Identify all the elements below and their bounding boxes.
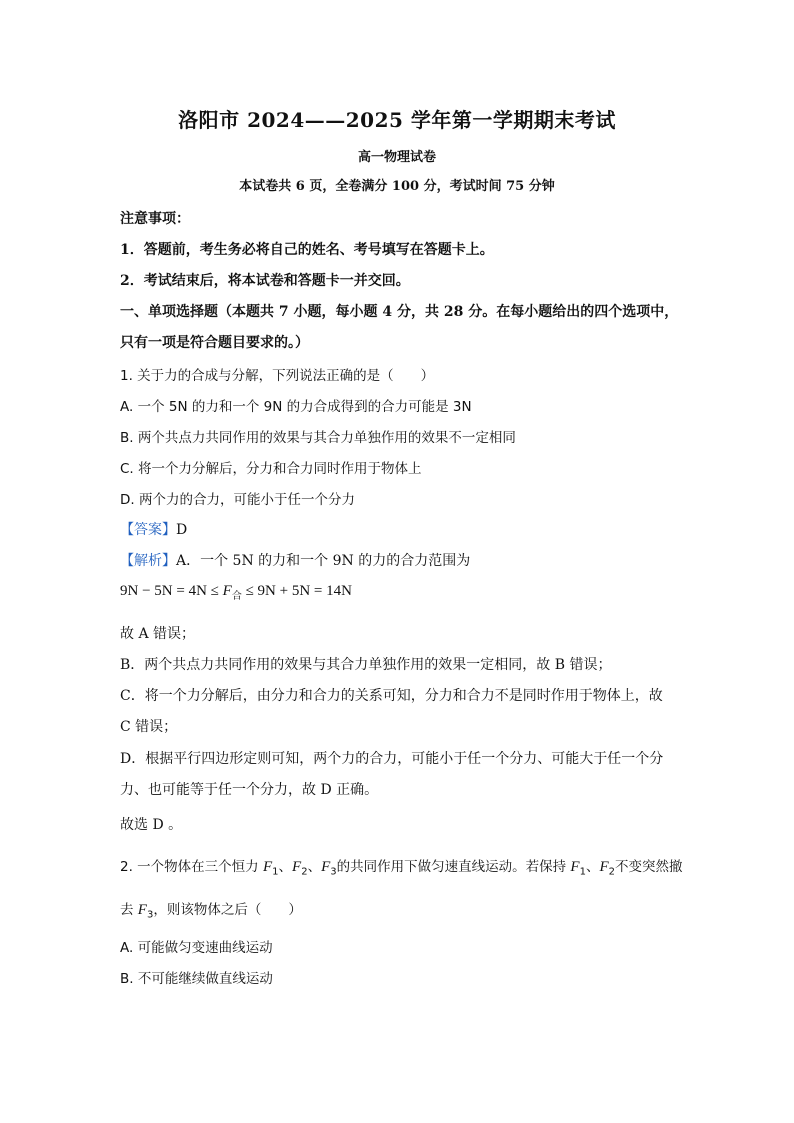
force-f1: F	[570, 859, 580, 875]
formula-f: F	[222, 583, 232, 599]
q1-analysis	[120, 550, 470, 570]
force-sub: 3	[146, 909, 154, 921]
separator: 、	[585, 859, 600, 875]
analysis-line: 故 A 错误；	[120, 626, 196, 642]
exam-info: 本试卷共 6 页，全卷满分 100 分，考试时间 75 分钟	[239, 179, 555, 194]
exam-subtitle: 高一物理试卷	[357, 150, 436, 165]
formula-right: ≤ 9N + 5N = 14N	[241, 583, 352, 599]
q2-option-b: B. 不可能继续做直线运动	[120, 971, 273, 987]
section-heading: 一、单项选择题（本题共 7 小题，每小题 4 分，共 28 分。在每小题给出的四个选项中，	[120, 304, 679, 320]
exam-title: 洛阳市 2024——2025 学年第一学期期末考试	[178, 108, 616, 132]
q1-option-d: D. 两个力的合力，可能小于任一个分力	[120, 492, 355, 508]
q2-stem-text: 2. 一个物体在三个恒力	[120, 859, 263, 875]
note-item: 2．考试结束后，将本试卷和答题卡一并交回。	[120, 273, 410, 289]
analysis-tag: 【解析】	[120, 553, 176, 569]
analysis-line: D．根据平行四边形定则可知，两个力的合力，可能小于任一个分力、可能大于任一个分	[120, 751, 664, 767]
force-sub: 1	[272, 866, 279, 878]
q1-option-a: A. 一个 5N 的力和一个 9N 的力合成得到的合力可能是 3N	[120, 399, 472, 415]
q2-stem-text: 的共同作用下做匀速直线运动。若保持	[336, 859, 571, 875]
note-item: 1．答题前，考生务必将自己的姓名、考号填写在答题卡上。	[120, 242, 494, 258]
formula-left: 9N − 5N = 4N ≤	[120, 583, 223, 599]
force-f3: F	[137, 902, 147, 918]
q1-answer	[120, 519, 187, 539]
answer-value: D	[176, 522, 188, 538]
force-sub: 1	[579, 866, 586, 878]
analysis-line: C 错误；	[120, 719, 178, 735]
analysis-line: B．两个共点力共同作用的效果与其合力单独作用的效果一定相同，故 B 错误；	[120, 657, 612, 673]
q1-stem: 1. 关于力的合成与分解，下列说法正确的是（ ）	[120, 368, 435, 384]
answer-tag: 【答案】	[120, 522, 176, 538]
analysis-text: A．一个 5N 的力和一个 9N 的力的合力范围为	[176, 553, 471, 569]
analysis-line: 故选 D 。	[120, 817, 183, 833]
q2-stem-line1	[120, 855, 683, 878]
q1-option-c: C. 将一个力分解后，分力和合力同时作用于物体上	[120, 461, 422, 477]
q1-formula	[120, 583, 352, 602]
formula-sub: 合	[231, 591, 242, 602]
q2-stem-text: ，则该物体之后（ ）	[153, 902, 302, 918]
notes-heading: 注意事项：	[120, 211, 190, 227]
force-sub: 2	[301, 866, 308, 878]
q2-stem-text: 不变突然撤	[615, 859, 683, 875]
force-sub: 3	[330, 866, 337, 878]
analysis-line: C．将一个力分解后，由分力和合力的关系可知，分力和合力不是同时作用于物体上，故	[120, 688, 663, 704]
q2-option-a: A. 可能做匀变速曲线运动	[120, 940, 273, 956]
q2-stem-text: 去	[120, 902, 138, 918]
q1-option-b: B. 两个共点力共同作用的效果与其合力单独作用的效果不一定相同	[120, 430, 516, 446]
force-f2: F	[599, 859, 609, 875]
force-sub: 2	[608, 866, 615, 878]
force-f3: F	[321, 859, 331, 875]
separator: 、	[278, 859, 293, 875]
section-heading-cont: 只有一项是符合题目要求的。）	[120, 335, 309, 351]
analysis-line: 力、也可能等于任一个分力，故 D 正确。	[120, 782, 379, 798]
separator: 、	[307, 859, 322, 875]
force-f1: F	[262, 859, 273, 875]
force-f2: F	[292, 859, 302, 875]
q2-stem-line2	[120, 898, 302, 921]
